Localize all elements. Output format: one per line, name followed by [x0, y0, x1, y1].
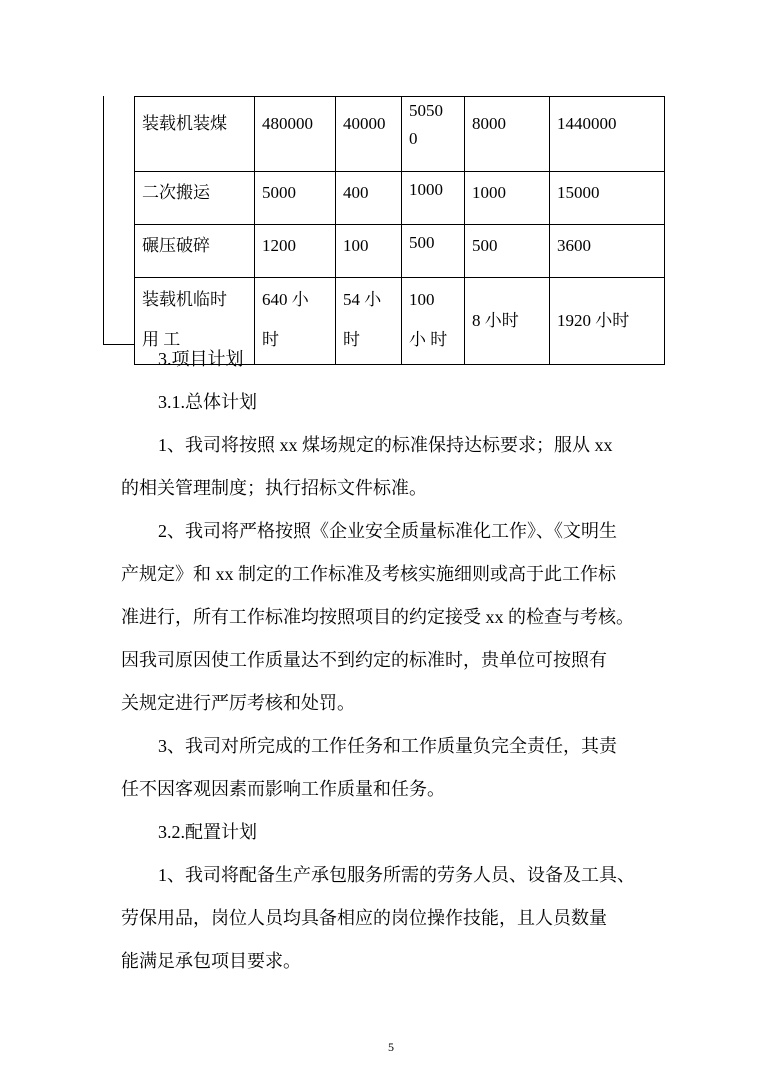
row-label: 装载机装煤 [135, 97, 255, 172]
cell: 400 [336, 172, 402, 225]
cell: 500 [402, 225, 465, 278]
cell: 100 [336, 225, 402, 278]
cell: 1440000 [550, 97, 665, 172]
paragraph-2-line: 2、我司将严格按照《企业安全质量标准化工作》、《文明生 [158, 521, 617, 541]
row-label: 碾压破碎 [135, 225, 255, 278]
paragraph-1-line: 1、我司将按照 xx 煤场规定的标准保持达标要求；服从 xx [158, 435, 613, 455]
paragraph-2-line: 关规定进行严厉考核和处罚。 [121, 693, 355, 713]
paragraph-2-line: 因我司原因使工作质量达不到约定的标准时，贵单位可按照有 [121, 650, 607, 670]
cell: 3600 [550, 225, 665, 278]
paragraph-2-line: 产规定》和 xx 制定的工作标准及考核实施细则或高于此工作标 [121, 564, 616, 584]
page-number: 5 [388, 1040, 394, 1054]
cell: 54 小 时 [336, 278, 402, 365]
cell: 1920 小时 [550, 278, 665, 365]
paragraph-3-line: 3、我司对所完成的工作任务和工作质量负完全责任，其责 [158, 736, 617, 756]
paragraph-3-line: 任不因客观因素而影响工作质量和任务。 [121, 779, 445, 799]
paragraph-4-line: 劳保用品，岗位人员均具备相应的岗位操作技能，且人员数量 [121, 908, 607, 928]
cell: 640 小 时 [255, 278, 336, 365]
paragraph-2-line: 准进行，所有工作标准均按照项目的约定接受 xx 的检查与考核。 [121, 607, 634, 627]
cell: 480000 [255, 97, 336, 172]
table-outer-left-border [103, 96, 104, 345]
table-row [135, 172, 665, 225]
cell: 8000 [465, 97, 550, 172]
cell: 8 小时 [465, 278, 550, 365]
cell: 5050 0 [402, 97, 465, 172]
paragraph-4-line: 1、我司将配备生产承包服务所需的劳务人员、设备及工具、 [158, 865, 635, 885]
cell: 15000 [550, 172, 665, 225]
row-label: 二次搬运 [135, 172, 255, 225]
section-heading-3: 3.项目计划 [158, 349, 244, 369]
cell: 40000 [336, 97, 402, 172]
cell: 500 [465, 225, 550, 278]
cell: 100 小 时 [402, 278, 465, 365]
subsection-heading-3-1: 3.1.总体计划 [158, 392, 257, 412]
cell: 1000 [402, 172, 465, 225]
paragraph-1-line: 的相关管理制度；执行招标文件标准。 [121, 478, 427, 498]
table-row [135, 225, 665, 278]
cell: 1000 [465, 172, 550, 225]
cell: 1200 [255, 225, 336, 278]
cell: 5000 [255, 172, 336, 225]
workload-table [134, 96, 665, 365]
table-row [135, 97, 665, 172]
table-outer-bottom-border [103, 344, 135, 345]
subsection-heading-3-2: 3.2.配置计划 [158, 822, 257, 842]
paragraph-4-line: 能满足承包项目要求。 [121, 951, 301, 971]
row-label: 装载机临时 用 工 [135, 278, 255, 365]
